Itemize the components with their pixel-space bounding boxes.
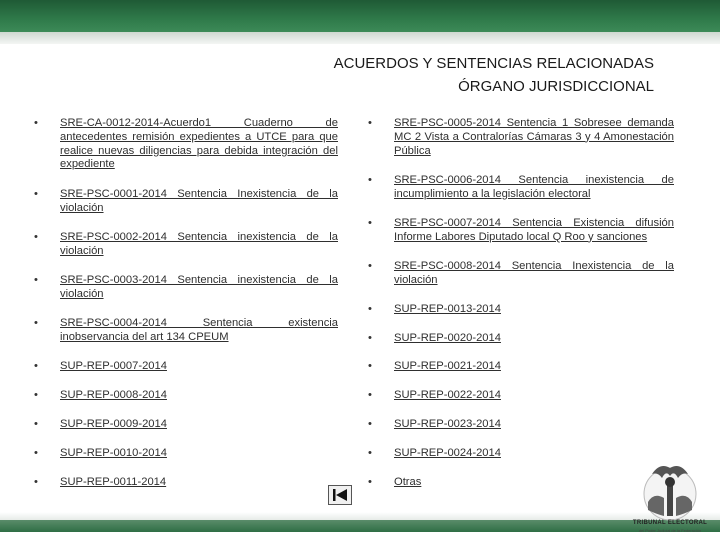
link-sup-rep-0011-2014[interactable]: SUP-REP-0011-2014 <box>60 476 167 488</box>
link-sre-ca-0012-2014[interactable]: SRE-CA-0012-2014-Acuerdo1 Cuaderno de antecedentes remisión expedientes a UTCE para que realice nuevas diligencias para debida integración del expediente <box>60 117 338 171</box>
link-sup-rep-0007-2014[interactable]: SUP-REP-0007-2014 <box>60 360 167 372</box>
link-sup-rep-0021-2014[interactable]: SUP-REP-0021-2014 <box>394 360 501 372</box>
footer-bar <box>0 520 720 532</box>
link-sre-psc-0004-2014[interactable]: SRE-PSC-0004-2014 Sentencia existencia inobservancia del art 134 CPEUM <box>60 317 338 343</box>
bullet: • <box>34 188 38 200</box>
bullet: • <box>34 418 38 430</box>
bullet: • <box>368 332 372 344</box>
link-sre-psc-0006-2014[interactable]: SRE-PSC-0006-2014 Sentencia inexistencia de incumplimiento a la legislación electoral <box>394 174 674 200</box>
bullet: • <box>34 476 38 488</box>
link-sup-rep-0013-2014[interactable]: SUP-REP-0013-2014 <box>394 303 501 315</box>
bullet: • <box>34 117 38 129</box>
bullet: • <box>34 274 38 286</box>
bullet: • <box>368 476 372 488</box>
bullet: • <box>368 217 372 229</box>
bullet: • <box>368 447 372 459</box>
link-sre-psc-0007-2014[interactable]: SRE-PSC-0007-2014 Sentencia Existencia difusión Informe Labores Diputado local Q Roo y sanciones <box>394 217 674 243</box>
bullet: • <box>34 317 38 329</box>
first-slide-icon <box>332 488 348 502</box>
footer-shadow <box>0 512 720 520</box>
link-sup-rep-0024-2014[interactable]: SUP-REP-0024-2014 <box>394 447 501 459</box>
link-sup-rep-0010-2014[interactable]: SUP-REP-0010-2014 <box>60 447 167 459</box>
first-slide-button[interactable] <box>328 485 352 505</box>
link-sup-rep-0008-2014[interactable]: SUP-REP-0008-2014 <box>60 389 167 401</box>
link-sup-rep-0009-2014[interactable]: SUP-REP-0009-2014 <box>60 418 167 430</box>
bullet: • <box>34 447 38 459</box>
link-sup-rep-0020-2014[interactable]: SUP-REP-0020-2014 <box>394 332 501 344</box>
link-sre-psc-0001-2014[interactable]: SRE-PSC-0001-2014 Sentencia Inexistencia de la violación <box>60 188 338 214</box>
link-sre-psc-0003-2014[interactable]: SRE-PSC-0003-2014 Sentencia inexistencia de la violación <box>60 274 338 300</box>
link-sre-psc-0008-2014[interactable]: SRE-PSC-0008-2014 Sentencia Inexistencia de la violación <box>394 260 674 286</box>
logo-caption: TRIBUNAL ELECTORAL <box>632 520 708 526</box>
bullet: • <box>368 418 372 430</box>
bullet: • <box>368 260 372 272</box>
link-sre-psc-0002-2014[interactable]: SRE-PSC-0002-2014 Sentencia inexistencia de la violación <box>60 231 338 257</box>
link-otras[interactable]: Otras <box>394 476 422 488</box>
bullet: • <box>368 389 372 401</box>
link-sup-rep-0023-2014[interactable]: SUP-REP-0023-2014 <box>394 418 501 430</box>
bullet: • <box>368 303 372 315</box>
bullet: • <box>34 360 38 372</box>
header-fade <box>0 32 720 44</box>
slide-title <box>334 52 654 98</box>
bullet: • <box>34 389 38 401</box>
bullet: • <box>368 360 372 372</box>
title-line-1: ACUERDOS Y SENTENCIAS RELACIONADAS <box>333 55 654 72</box>
link-sre-psc-0005-2014[interactable]: SRE-PSC-0005-2014 Sentencia 1 Sobresee demanda MC 2 Vista a Contralorías Cámaras 3 y 4 Amonestación Pública <box>394 117 674 157</box>
bullet: • <box>368 117 372 129</box>
header-bar <box>0 0 720 32</box>
link-sup-rep-0022-2014[interactable]: SUP-REP-0022-2014 <box>394 389 501 401</box>
title-line-2: ÓRGANO JURISDICCIONAL <box>458 78 654 95</box>
logo-subcaption: del Poder Judicial de la Federación <box>638 528 702 533</box>
bullet: • <box>34 231 38 243</box>
bullet: • <box>368 174 372 186</box>
